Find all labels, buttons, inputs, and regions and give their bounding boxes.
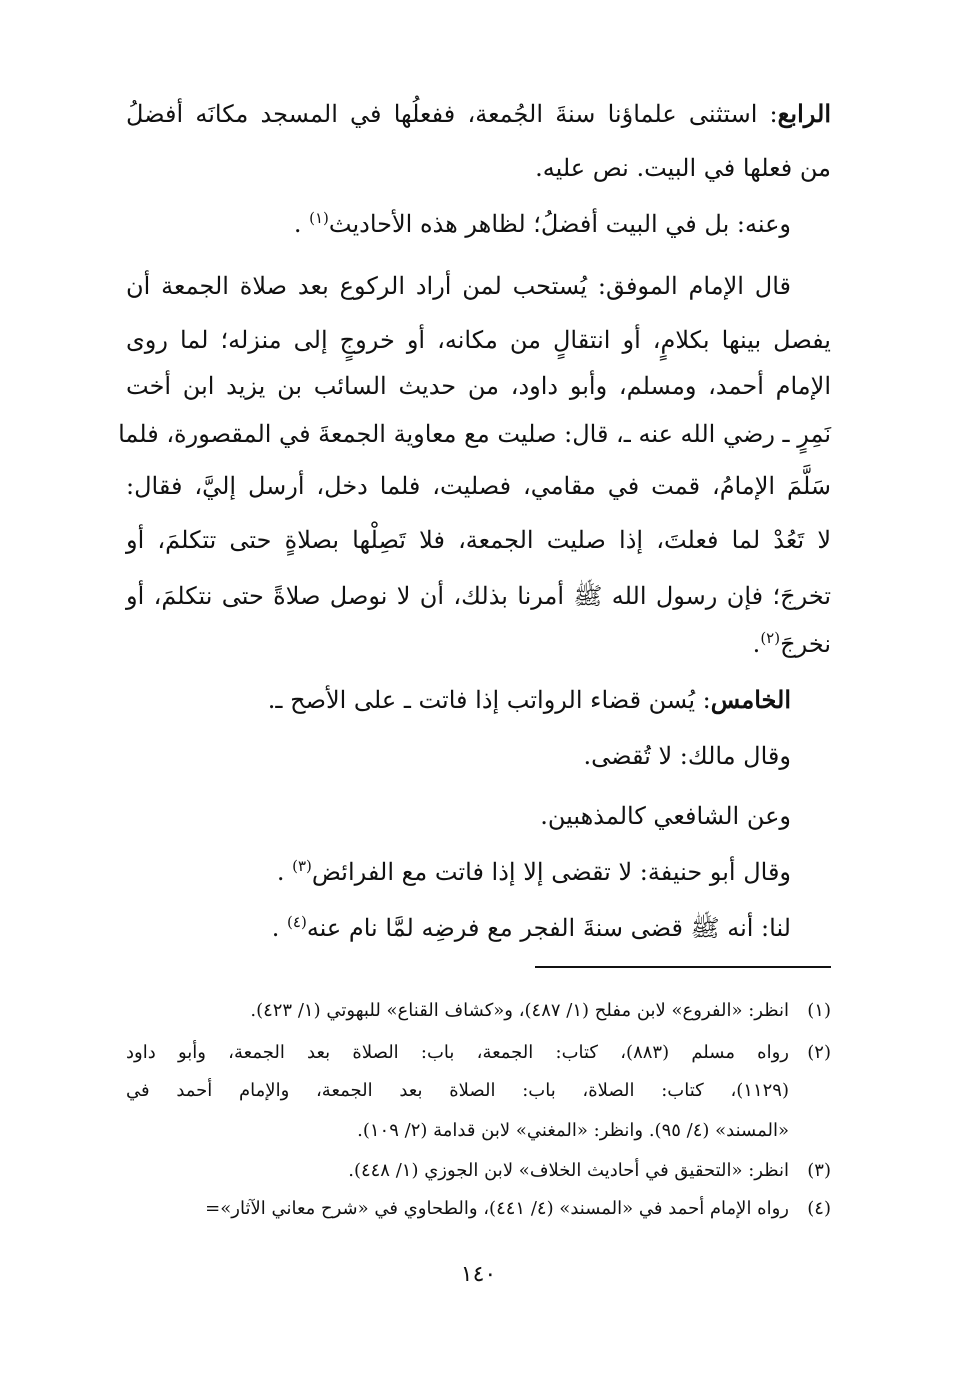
footnote-text: انظر: «التحقيق في أحاديث الخلاف» لابن الجوزي (١/ ٤٤٨). xyxy=(348,1160,789,1181)
punctuation: . xyxy=(271,914,280,942)
paragraph-line: يفصل بينها بكلامٍ، أو انتقالٍ من مكانه، أو خروجٍ إلى منزله؛ لما روى xyxy=(126,326,831,354)
footnote-ref: (٤) xyxy=(287,913,307,931)
footnote-text: رواه مسلم (٨٨٣)، كتاب: الجمعة، باب: الصلاة بعد الجمعة، وأبو داود xyxy=(126,1042,790,1063)
paragraph-line: وعن الشافعي كالمذهبين. xyxy=(540,802,791,830)
footnote-continuation xyxy=(126,1116,831,1146)
footnote-text: انظر: «الفروع» لابن مفلح (١/ ٤٨٧)، و«كشاف القناع» للبهوتي (١/ ٤٢٣). xyxy=(250,1000,789,1021)
section-label: الخامس xyxy=(710,685,791,714)
paragraph-line: من فعلها في البيت. نص عليه. xyxy=(535,154,831,182)
paragraph-text: لنا: أنه ﷺ قضى سنةَ الفجر مع فرضِه لمَّا نام عنه xyxy=(306,914,791,942)
section-label: الرابع xyxy=(777,99,831,128)
footnote-number: (٢) xyxy=(807,1042,831,1063)
punctuation: . xyxy=(293,210,302,238)
paragraph-line: قال الإمام الموفق: يُستحب لمن أراد الركوع بعد صلاة الجمعة أن xyxy=(126,272,792,300)
paragraph-text: : استثنى علماؤنا سنةَ الجُمعة، ففعلُها في المسجد مكانَه أفضلُ xyxy=(126,100,778,128)
paragraph-text: وعنه: بل في البيت أفضلُ؛ لظاهر هذه الأحاديث xyxy=(328,210,791,238)
paragraph-line: تخرجَ؛ فإن رسول الله ﷺ أمرنا بذلك، أن لا نوصل صلاةً حتى نتكلمَ، أو xyxy=(126,582,831,610)
footnote xyxy=(126,1038,831,1068)
paragraph-text: نخرجَ xyxy=(780,630,831,658)
paragraph-line xyxy=(126,94,831,134)
footnote-text: رواه الإمام أحمد في «المسند» (٤/ ٤٤١)، والطحاوي في «شرح معاني الآثار»= xyxy=(205,1198,789,1219)
footnote-number: (٤) xyxy=(807,1198,831,1219)
footnote xyxy=(126,996,831,1026)
paragraph-text: وقال أبو حنيفة: لا تقضى إلا إذا فاتت مع الفرائض xyxy=(311,858,791,886)
paragraph-line xyxy=(126,680,791,720)
punctuation: . xyxy=(752,630,761,658)
footnote-continuation xyxy=(126,1076,831,1106)
footnote-ref: (٣) xyxy=(292,857,312,875)
paragraph-line: وقال مالك: لا تُقضى. xyxy=(583,742,791,770)
footnote-ref: (٢) xyxy=(760,629,781,647)
paragraph-line: الإمام أحمد، ومسلم، وأبو داود، من حديث السائب بن يزيد ابن أخت xyxy=(126,372,831,400)
paragraph-line xyxy=(126,204,791,244)
footnote xyxy=(126,1194,831,1224)
footnote-number: (١) xyxy=(807,1000,831,1021)
footnote-number: (٣) xyxy=(807,1160,831,1181)
footnote xyxy=(126,1156,831,1186)
footnote-text: «المسند» (٤/ ٩٥). وانظر: «المغني» لابن قدامة (٢/ ١٠٩). xyxy=(357,1120,789,1141)
paragraph-line xyxy=(126,624,831,664)
punctuation: . xyxy=(276,858,285,886)
paragraph-line: سَلَّمَ الإمامُ، قمت في مقامي، فصليت، فلما دخل، أرسل إليَّ، فقال: xyxy=(126,472,831,500)
paragraph-line xyxy=(126,852,791,892)
footnote-text: (١١٢٩)، كتاب: الصلاة، باب: الصلاة بعد الجمعة، والإمام أحمد في xyxy=(126,1080,789,1101)
footnote-separator xyxy=(535,966,831,968)
paragraph-text: : يُسن قضاء الرواتب إذا فاتت ـ على الأصح ـ. xyxy=(267,686,711,714)
paragraph-line xyxy=(126,908,791,948)
footnote-ref: (١) xyxy=(309,209,329,227)
page-number: ١٤٠ xyxy=(460,1262,497,1287)
paragraph-line: لا تَعُدْ لما فعلتَ، إذا صليت الجمعة، فلا تَصِلْها بصلاةٍ حتى تتكلمَ، أو xyxy=(126,526,831,554)
paragraph-line: نَمِرٍ ـ رضي الله عنه ـ، قال: صليت مع معاوية الجمعةَ في المقصورة، فلما xyxy=(118,420,831,448)
